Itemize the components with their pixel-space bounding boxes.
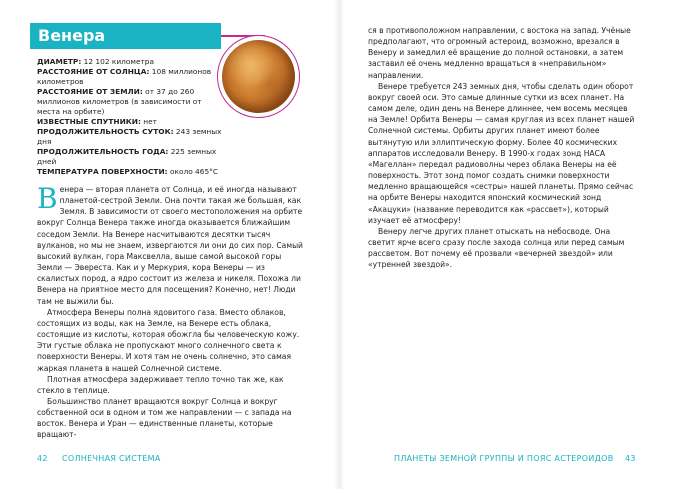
- page-gutter: [334, 0, 344, 489]
- fact-year-length: ПРОДОЛЖИТЕЛЬНОСТЬ ГОДА: 225 земных дней: [37, 147, 217, 166]
- paragraph: Венера — вторая планета от Солнца, и её иногда называют планетой-сестрой Земли. Она почти такая же большая, как Земля. В зависимости от своего местоположения на орбите вокруг Солнца Венера также иногда оказывается ближайшим соседом Земли. На Венере насчитываются десятки тысяч вулканов, но мы не знаем, извергаются ли они до сих пор. Самый высокий вулкан, гора Максвелла, выше самой высокой горы Земли — Эвереста. Как и у Меркурия, кора Венеры — из скалистых пород, а ядро состоит из железа и никеля. Похожа ли Венера на приятное место для посещения? Конечно, нет! Люди там не выжили бы.: [37, 182, 303, 306]
- fact-list: [37, 57, 222, 177]
- drop-cap: В: [37, 182, 58, 215]
- fact-day-length: ПРОДОЛЖИТЕЛЬНОСТЬ СУТОК: 243 земных дня: [37, 127, 222, 146]
- running-title-left: СОЛНЕЧНАЯ СИСТЕМА: [62, 454, 161, 463]
- fact-moons: ИЗВЕСТНЫЕ СПУТНИКИ: нет: [37, 117, 157, 126]
- paragraph: ся в противоположном направлении, с востока на запад. Учёные предполагают, что огромный астероид, возможно, врезался в Венеру и замедлил её вращение до полной остановки, а затем заставил её очень медленно вращаться в «неправильном» направлении.: [368, 26, 631, 80]
- paragraph: Атмосфера Венеры полна ядовитого газа. Вместо облаков, состоящих из воды, как на Земле, на Венере есть облака, состоящие из кислоты, которая обожгла бы человеческую кожу. Эти густые облака не пропускают много солнечного света к поверхности Венеры. И хотя там не очень солнечно, это самая жаркая планета в нашей Солнечной системе.: [37, 307, 300, 373]
- paragraph: Венеру легче других планет отыскать на небосводе. Она светит ярче всего сразу после захода солнца или перед самым рассветом. Вот почему её прозвали «вечерней звездой» или «утренней звездой».: [368, 226, 625, 270]
- paragraph: Плотная атмосфера задерживает тепло точно так же, как стекло в теплице.: [37, 374, 284, 395]
- fact-distance-sun: РАССТОЯНИЕ ОТ СОЛНЦА: 108 миллионов километров: [37, 67, 212, 86]
- page-title: Венера: [38, 26, 106, 45]
- left-body-text: [37, 184, 306, 441]
- paragraph: Венере требуется 243 земных дня, чтобы сделать один оборот вокруг своей оси. Это самые длинные сутки из всех планет. На самом деле, один день на Венере длиннее, чем восемь месяцев на Земле! Орбита Венеры — самая круглая из всех планет нашей Солнечной системы. Орбиты других планет имеют более вытянутую или эллиптическую форму. Более 40 космических аппаратов исследовали Венеру. В 1990-х годах зонд НАСА «Магеллан» передал радиоволны через облака Венеры на её поверхность. Этот зонд помог создать снимки поверхности медленно вращающейся «сестры» нашей планеты. Прямо сейчас на орбите Венеры находится японский космический зонд «Акацуки» (название переводится как «рассвет»), который изучает её атмосферу!: [368, 81, 635, 225]
- right-body-text: [368, 25, 637, 270]
- page-number-left: 42: [37, 454, 48, 463]
- paragraph: Большинство планет вращаются вокруг Солнца и вокруг собственной оси в одном и том же направлении — с запада на восток. Венера и Уран — единственные планеты, которые вращают-: [37, 396, 292, 440]
- fact-distance-earth: РАССТОЯНИЕ ОТ ЗЕМЛИ: от 37 до 260 миллионов километров (в зависимости от места на орбите): [37, 87, 202, 116]
- running-title-right: ПЛАНЕТЫ ЗЕМНОЙ ГРУППЫ И ПОЯС АСТЕРОИДОВ: [394, 454, 614, 463]
- fact-temperature: ТЕМПЕРАТУРА ПОВЕРХНОСТИ: около 465°С: [37, 167, 219, 176]
- page-number-right: 43: [625, 454, 636, 463]
- venus-image: [222, 40, 295, 113]
- fact-diameter: ДИАМЕТР: 12 102 километра: [37, 57, 155, 66]
